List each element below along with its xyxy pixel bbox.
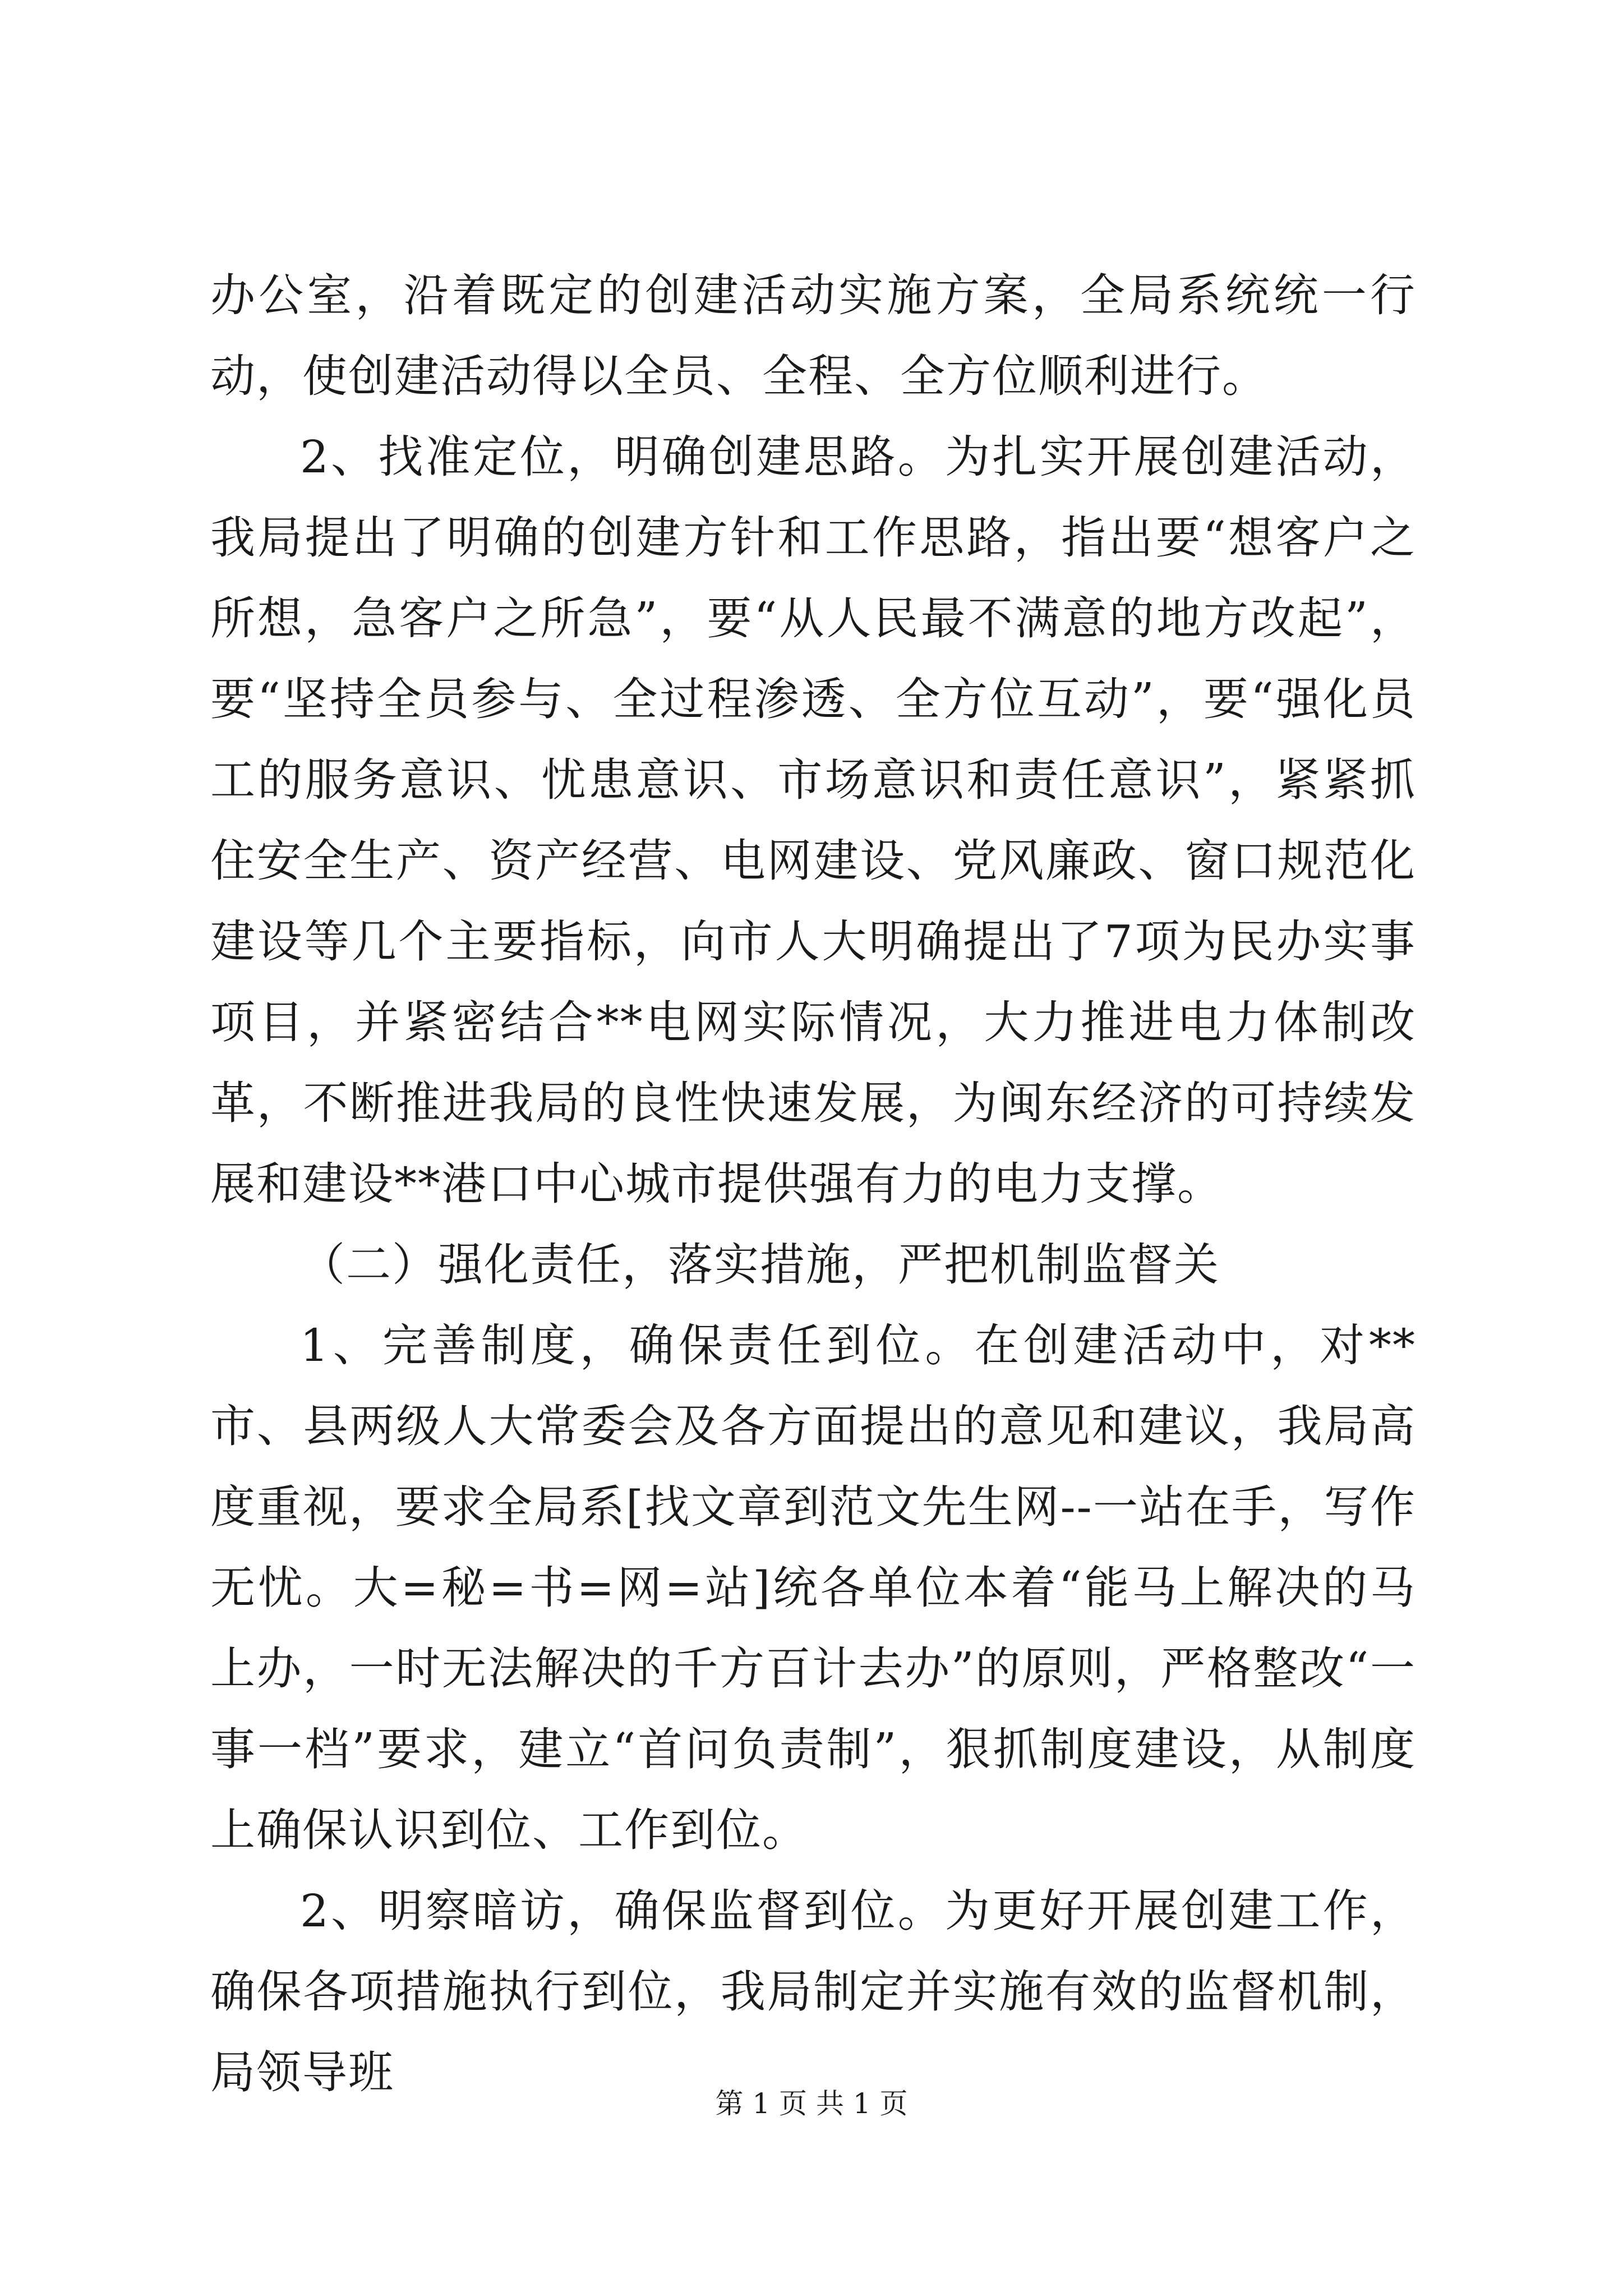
page-footer: 第 1 页 共 1 页 [715,2087,908,2120]
section-heading: （二）强化责任，落实措施，严把机制监督关 [300,1239,1220,1291]
paragraph-system: 1、完善制度，确保责任到位。在创建活动中，对**市、县两级人大常委会及各方面提出的意见和建议，我局高度重视，要求全局系[找文章到范文先生网--一站在手，写作无忧。大=秘=书=网=站]统各单位本着“能马上解决的马上办，一时无法解决的千方百计去办”的原则，严格整改“一事一档”要求，建立“首问负责制”，狠抓制度建设，从制度上确保认识到位、工作到位。 [210,1319,1416,1856]
paragraph-supervision: 2、明察暗访，确保监督到位。为更好开展创建工作，确保各项措施执行到位，我局制定并实施有效的监督机制，局领导班 [210,1885,1416,2099]
paragraph-positioning: 2、找准定位，明确创建思路。为扎实开展创建活动，我局提出了明确的创建方针和工作思路，指出要“想客户之所想，急客户之所急”，要“从人民最不满意的地方改起”，要“坚持全员参与、全过程渗透、全方位互动”，要“强化员工的服务意识、忧患意识、市场意识和责任意识”，紧紧抓住安全生产、资产经营、电网建设、党风廉政、窗口规范化建设等几个主要指标，向市人大明确提出了7项为民办实事项目，并紧密结合**电网实际情况，大力推进电力体制改革，不断推进我局的良性快速发展，为闽东经济的可持续发展和建设**港口中心城市提供强有力的电力支撑。 [210,431,1416,1210]
document-body [210,255,1416,2113]
paragraph-continuation: 办公室，沿着既定的创建活动实施方案，全局系统统一行动，使创建活动得以全员、全程、全方位顺利进行。 [210,269,1416,402]
